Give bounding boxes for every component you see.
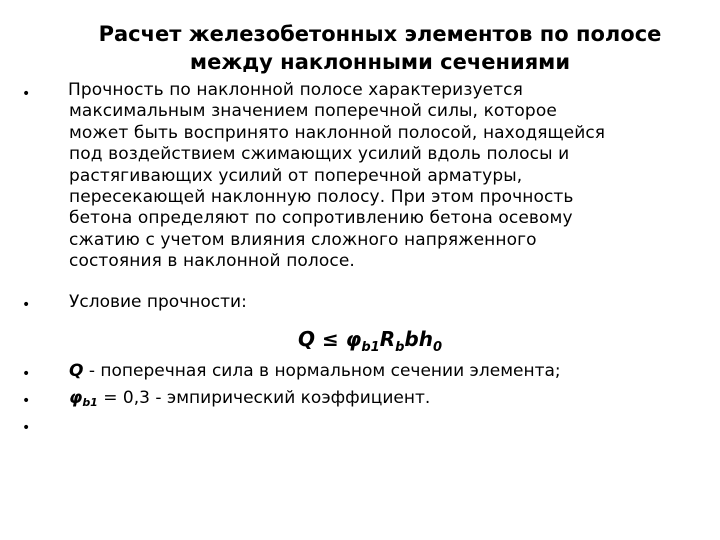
bullet-2: • (22, 297, 31, 313)
condition-label: Условие прочности: (69, 292, 247, 312)
paragraph-line: может быть воспринято наклонной полосой, находящейся (69, 122, 606, 143)
paragraph-line: состояния в наклонной полосе. (69, 251, 355, 272)
paragraph-line: Прочность по наклонной полосе характеризуется (68, 80, 523, 100)
q-definition (69, 361, 561, 382)
formula-sub-0: 0 (432, 340, 443, 355)
phi-definition-text: = 0,3 - эмпирический коэффициент. (97, 388, 431, 408)
paragraph-line: бетона определяют по сопротивлению бетона осевому (69, 208, 573, 229)
paragraph-line: растягивающих усилий от поперечной арматуры, (69, 165, 523, 186)
bullet-1: • (22, 86, 31, 102)
q-definition-text: - поперечная сила в нормальном сечении элемента; (83, 361, 561, 381)
phi-symbol: φ (69, 388, 83, 408)
paragraph-line: пересекающей наклонную полосу. При этом прочность (69, 187, 574, 208)
slide-title (60, 20, 700, 76)
paragraph-line: под воздействием сжимающих усилий вдоль полосы и (69, 144, 570, 165)
bullet-4: • (22, 393, 31, 409)
formula-sub-b: b (395, 340, 405, 355)
title-line-1: Расчет железобетонных элементов по полосе (98, 22, 662, 46)
strength-formula (0, 327, 720, 360)
formula-bh: bh (404, 327, 433, 351)
bullet-3: • (22, 366, 31, 382)
phi-definition (69, 388, 430, 413)
formula-lhs: Q ≤ φ (297, 327, 362, 351)
paragraph-line: сжатию с учетом влияния сложного напряженного (69, 229, 537, 250)
formula-r: R (379, 327, 396, 351)
bullet-5-empty: • (22, 420, 31, 436)
paragraph-line: максимальным значением поперечной силы, которое (69, 101, 557, 122)
q-symbol: Q (69, 361, 84, 381)
strength-paragraph (69, 80, 681, 273)
formula-sub-b1: b1 (361, 340, 380, 355)
phi-subscript: b1 (82, 396, 98, 409)
title-line-2: между наклонными сечениями (189, 50, 571, 74)
